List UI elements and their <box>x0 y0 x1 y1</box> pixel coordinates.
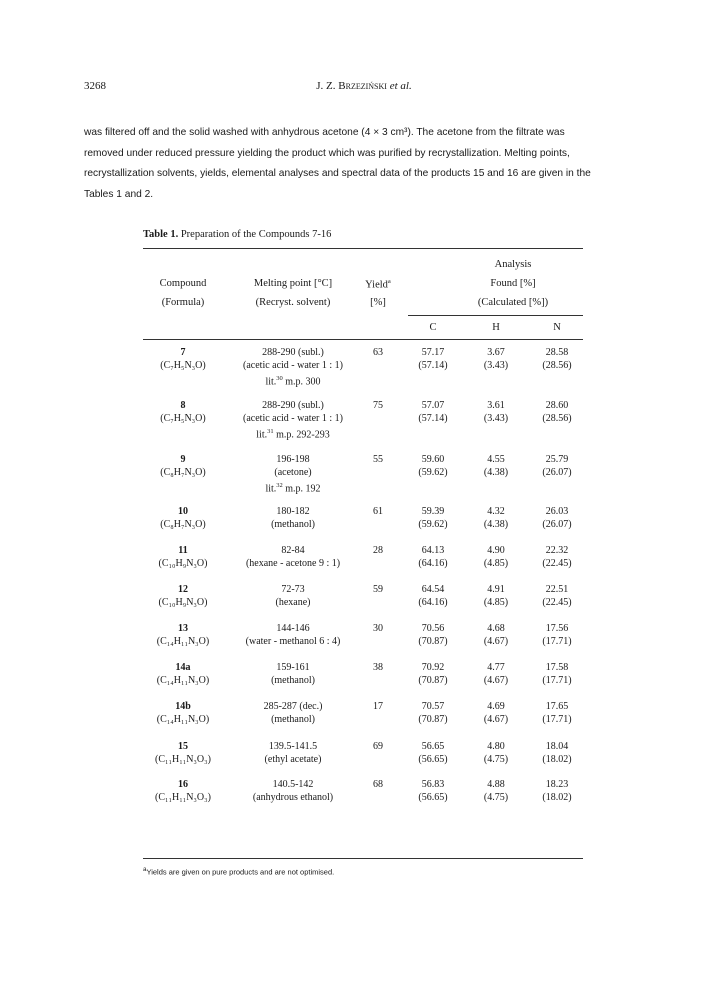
cell-carbon <box>408 399 458 425</box>
cell-yield <box>358 346 398 359</box>
melting-point: 144-146 <box>276 623 310 634</box>
compound-formula: (C₁₁H₁₁N₃O₃) <box>155 754 211 765</box>
header-yield-label: Yield <box>365 279 388 291</box>
calc-c: (64.16) <box>418 558 448 569</box>
yield-value: 68 <box>373 779 383 790</box>
et-al: et al. <box>389 80 412 92</box>
cell-melting-point <box>233 700 353 726</box>
cell-nitrogen <box>532 453 582 479</box>
calc-n: (26.07) <box>542 519 572 530</box>
found-c: 56.83 <box>421 779 445 790</box>
yield-value: 17 <box>373 701 383 712</box>
text-line: removed under reduced pressure yielding the product which was purified by recrystallization. Melting points, <box>84 147 570 159</box>
yield-value: 59 <box>373 584 383 595</box>
cell-compound <box>143 544 223 570</box>
header-formula: (Formula) <box>161 297 205 308</box>
found-c: 64.13 <box>421 545 445 556</box>
melting-point: 140.5-142 <box>272 779 314 790</box>
cell-compound <box>143 661 223 687</box>
literature-mp: m.p. 300 <box>285 376 321 388</box>
found-h: 4.91 <box>487 584 505 595</box>
calc-n: (22.45) <box>542 558 572 569</box>
found-c: 59.39 <box>421 506 445 517</box>
header-col-c: C <box>429 322 437 333</box>
recryst-solvent: (methanol) <box>271 714 315 725</box>
yield-value: 63 <box>373 347 383 358</box>
found-c: 57.17 <box>421 347 445 358</box>
cell-carbon <box>408 778 458 804</box>
calc-h: (4.75) <box>483 792 509 803</box>
calc-c: (57.14) <box>418 413 448 424</box>
literature-ref: 32 <box>276 482 283 489</box>
cell-nitrogen <box>532 740 582 766</box>
found-h: 4.90 <box>487 545 505 556</box>
compound-formula: (C₇H₅N₃O) <box>160 413 206 424</box>
cell-melting-point <box>233 778 353 804</box>
compound-id: 8 <box>180 400 186 411</box>
cell-carbon <box>408 453 458 479</box>
calc-n: (22.45) <box>542 597 572 608</box>
found-h: 4.55 <box>487 454 505 465</box>
melting-point: 72-73 <box>281 584 305 595</box>
cell-hydrogen <box>471 700 521 726</box>
cell-hydrogen <box>471 399 521 425</box>
compound-id: 9 <box>180 454 186 465</box>
literature-value: lit.$^{31}$ m.p. 292-293 <box>256 428 330 441</box>
cell-hydrogen <box>471 505 521 531</box>
found-h: 4.69 <box>487 701 505 712</box>
compound-id: 13 <box>178 623 188 634</box>
calc-c: (57.14) <box>418 360 448 371</box>
yield-value: 30 <box>373 623 383 634</box>
header-col-h: H <box>492 322 500 333</box>
calc-c: (70.87) <box>418 714 448 725</box>
cell-carbon <box>408 661 458 687</box>
recryst-solvent: (methanol) <box>271 519 315 530</box>
cell-carbon <box>408 346 458 372</box>
recryst-solvent: (acetic acid - water 1 : 1) <box>243 360 343 371</box>
calc-h: (4.75) <box>483 754 509 765</box>
cell-compound <box>143 453 223 479</box>
recryst-solvent: (water - methanol 6 : 4) <box>245 636 341 647</box>
text-line: recrystallization solvents, yields, elemental analyses and spectral data of the products 15 and 16 are given in the <box>84 168 591 179</box>
running-head <box>84 80 644 96</box>
header-yield <box>358 278 398 291</box>
compound-formula: (C₁₁H₁₁N₃O₃) <box>155 792 211 803</box>
recryst-solvent: (ethyl acetate) <box>264 754 322 765</box>
cell-yield <box>358 453 398 466</box>
calc-h: (4.38) <box>483 519 509 530</box>
cell-hydrogen <box>471 453 521 479</box>
recryst-solvent: (hexane - acetone 9 : 1) <box>245 558 341 569</box>
cell-yield <box>358 505 398 518</box>
compound-formula: (C₁₄H₁₁N₃O) <box>156 636 210 647</box>
cell-hydrogen <box>471 346 521 372</box>
cell-carbon <box>408 544 458 570</box>
calc-h: (4.38) <box>483 467 509 478</box>
text-line: Tables 1 and 2. <box>84 188 154 200</box>
cell-hydrogen <box>471 661 521 687</box>
cell-carbon <box>408 583 458 609</box>
cell-nitrogen <box>532 505 582 531</box>
cell-yield <box>358 622 398 635</box>
cell-melting-point <box>233 740 353 766</box>
found-n: 25.79 <box>545 454 569 465</box>
cell-yield <box>358 399 398 412</box>
found-c: 57.07 <box>421 400 445 411</box>
cell-nitrogen <box>532 399 582 425</box>
cell-compound <box>143 346 223 372</box>
calc-n: (17.71) <box>542 714 572 725</box>
compound-id: 15 <box>178 741 188 752</box>
table-row <box>143 346 583 396</box>
calc-c: (59.62) <box>418 519 448 530</box>
cell-yield <box>358 740 398 753</box>
compound-formula: (C₈H₇N₃O) <box>160 519 206 530</box>
cell-melting-point <box>233 583 353 609</box>
recryst-solvent: (acetic acid - water 1 : 1) <box>243 413 343 424</box>
cell-carbon <box>408 505 458 531</box>
cell-compound <box>143 700 223 726</box>
cell-nitrogen <box>532 778 582 804</box>
calc-c: (56.65) <box>418 792 448 803</box>
found-c: 70.57 <box>421 701 445 712</box>
found-n: 22.32 <box>545 545 569 556</box>
table-top-rule <box>143 248 583 249</box>
compound-id: 14b <box>175 701 191 712</box>
found-c: 59.60 <box>421 454 445 465</box>
found-n: 26.03 <box>545 506 569 517</box>
recryst-solvent: (acetone) <box>274 467 312 478</box>
calc-n: (18.02) <box>542 754 572 765</box>
header-yield-mark: a <box>387 278 391 285</box>
cell-melting-point <box>233 346 353 388</box>
found-n: 22.51 <box>545 584 569 595</box>
recryst-solvent: (hexane) <box>275 597 311 608</box>
cell-nitrogen <box>532 622 582 648</box>
found-n: 28.58 <box>545 347 569 358</box>
cell-hydrogen <box>471 740 521 766</box>
cell-yield <box>358 583 398 596</box>
calc-n: (26.07) <box>542 467 572 478</box>
cell-yield <box>358 778 398 791</box>
text-line: was filtered off and the solid washed with anhydrous acetone (4 × 3 cm³). The acetone from the filtrate was <box>84 127 565 138</box>
table-footnote <box>143 866 334 877</box>
compound-id: 14a <box>175 662 191 673</box>
calc-h: (4.67) <box>483 714 509 725</box>
compound-id: 7 <box>180 347 186 358</box>
cell-compound <box>143 583 223 609</box>
cell-carbon <box>408 740 458 766</box>
cell-compound <box>143 740 223 766</box>
melting-point: 288-290 (subl.) <box>262 400 324 411</box>
cell-compound <box>143 505 223 531</box>
cell-compound <box>143 778 223 804</box>
cell-hydrogen <box>471 778 521 804</box>
yield-value: 69 <box>373 741 383 752</box>
melting-point: 285-287 (dec.) <box>263 701 323 712</box>
header-melting-point: Melting point [°C] <box>253 278 333 289</box>
cell-carbon <box>408 700 458 726</box>
header-calculated: (Calculated [%]) <box>477 297 549 308</box>
compound-formula: (C₈H₇N₃O) <box>160 467 206 478</box>
table-row <box>143 778 583 828</box>
footnote-mark: a <box>143 866 147 873</box>
literature-ref: 31 <box>267 428 274 435</box>
cell-melting-point <box>233 661 353 687</box>
calc-c: (64.16) <box>418 597 448 608</box>
calc-n: (18.02) <box>542 792 572 803</box>
literature-value: lit.$^{30}$ m.p. 300 <box>265 375 321 388</box>
cell-carbon <box>408 622 458 648</box>
found-h: 3.67 <box>487 347 505 358</box>
cell-melting-point <box>233 544 353 570</box>
compound-id: 16 <box>178 779 188 790</box>
compound-formula: (C₁₀H₉N₃O) <box>158 558 208 569</box>
cell-melting-point <box>233 399 353 441</box>
table-title: Preparation of the Compounds 7-16 <box>180 229 332 240</box>
found-h: 4.77 <box>487 662 505 673</box>
calc-c: (59.62) <box>418 467 448 478</box>
melting-point: 159-161 <box>276 662 310 673</box>
compound-formula: (C₁₄H₁₁N₃O) <box>156 675 210 686</box>
compound-id: 12 <box>178 584 188 595</box>
calc-c: (56.65) <box>418 754 448 765</box>
header-analysis: Analysis <box>494 259 532 270</box>
analysis-subrule <box>408 315 583 316</box>
recryst-solvent: (anhydrous ethanol) <box>252 792 334 803</box>
cell-nitrogen <box>532 700 582 726</box>
literature-ref: 30 <box>276 375 283 382</box>
calc-h: (4.67) <box>483 675 509 686</box>
yield-value: 61 <box>373 506 383 517</box>
found-n: 17.58 <box>545 662 569 673</box>
calc-n: (17.71) <box>542 636 572 647</box>
compound-formula: (C₁₀H₉N₃O) <box>158 597 208 608</box>
calc-n: (28.56) <box>542 413 572 424</box>
table-row <box>143 453 583 503</box>
found-c: 70.92 <box>421 662 445 673</box>
calc-c: (70.87) <box>418 636 448 647</box>
cell-yield <box>358 700 398 713</box>
found-h: 4.80 <box>487 741 505 752</box>
cell-hydrogen <box>471 583 521 609</box>
header-yield-unit: [%] <box>370 297 386 308</box>
cell-melting-point <box>233 453 353 495</box>
yield-value: 75 <box>373 400 383 411</box>
header-recryst-solvent: (Recryst. solvent) <box>255 297 331 308</box>
found-c: 56.65 <box>421 741 445 752</box>
calc-h: (4.85) <box>483 597 509 608</box>
calc-h: (4.67) <box>483 636 509 647</box>
table-label: Table 1. <box>143 229 179 240</box>
table-caption <box>143 229 331 240</box>
found-n: 28.60 <box>545 400 569 411</box>
found-n: 17.56 <box>545 623 569 634</box>
cell-nitrogen <box>532 661 582 687</box>
table-bottom-rule <box>143 858 583 859</box>
yield-value: 55 <box>373 454 383 465</box>
calc-h: (3.43) <box>483 413 509 424</box>
compound-id: 10 <box>178 506 188 517</box>
yield-value: 38 <box>373 662 383 673</box>
cell-nitrogen <box>532 583 582 609</box>
found-c: 70.56 <box>421 623 445 634</box>
melting-point: 180-182 <box>276 506 310 517</box>
literature-value: lit.$^{32}$ m.p. 192 <box>265 482 321 495</box>
cell-nitrogen <box>532 346 582 372</box>
recryst-solvent: (methanol) <box>271 675 315 686</box>
cell-melting-point <box>233 622 353 648</box>
found-h: 4.32 <box>487 506 505 517</box>
found-h: 4.88 <box>487 779 505 790</box>
melting-point: 288-290 (subl.) <box>262 347 324 358</box>
melting-point: 82-84 <box>281 545 305 556</box>
literature-mp: m.p. 192 <box>285 483 321 495</box>
table-header-rule <box>143 339 583 340</box>
cell-compound <box>143 399 223 425</box>
running-title <box>84 80 644 92</box>
compound-formula: (C₇H₅N₃O) <box>160 360 206 371</box>
found-n: 18.04 <box>545 741 569 752</box>
header-found: Found [%] <box>490 278 536 289</box>
compound-formula: (C₁₄H₁₁N₃O) <box>156 714 210 725</box>
found-c: 64.54 <box>421 584 445 595</box>
table-row <box>143 399 583 449</box>
found-n: 17.65 <box>545 701 569 712</box>
cell-yield <box>358 544 398 557</box>
yield-value: 28 <box>373 545 383 556</box>
calc-n: (28.56) <box>542 360 572 371</box>
body-paragraph <box>84 123 644 205</box>
cell-hydrogen <box>471 544 521 570</box>
header-compound: Compound <box>159 278 207 289</box>
cell-yield <box>358 661 398 674</box>
found-h: 3.61 <box>487 400 505 411</box>
footnote-text: Yields are given on pure products and are not optimised. <box>146 867 335 877</box>
melting-point: 139.5-141.5 <box>268 741 318 752</box>
calc-h: (4.85) <box>483 558 509 569</box>
page-number: 3268 <box>84 80 106 92</box>
cell-nitrogen <box>532 544 582 570</box>
melting-point: 196-198 <box>276 454 310 465</box>
header-col-n: N <box>553 322 561 333</box>
found-n: 18.23 <box>545 779 569 790</box>
calc-h: (3.43) <box>483 360 509 371</box>
paragraph <box>84 123 644 205</box>
cell-hydrogen <box>471 622 521 648</box>
calc-c: (70.87) <box>418 675 448 686</box>
compound-id: 11 <box>178 545 188 556</box>
calc-n: (17.71) <box>542 675 572 686</box>
authors: J. Z. Brzeziński <box>316 80 387 92</box>
found-h: 4.68 <box>487 623 505 634</box>
cell-compound <box>143 622 223 648</box>
literature-mp: m.p. 292-293 <box>276 429 330 441</box>
cell-melting-point <box>233 505 353 531</box>
